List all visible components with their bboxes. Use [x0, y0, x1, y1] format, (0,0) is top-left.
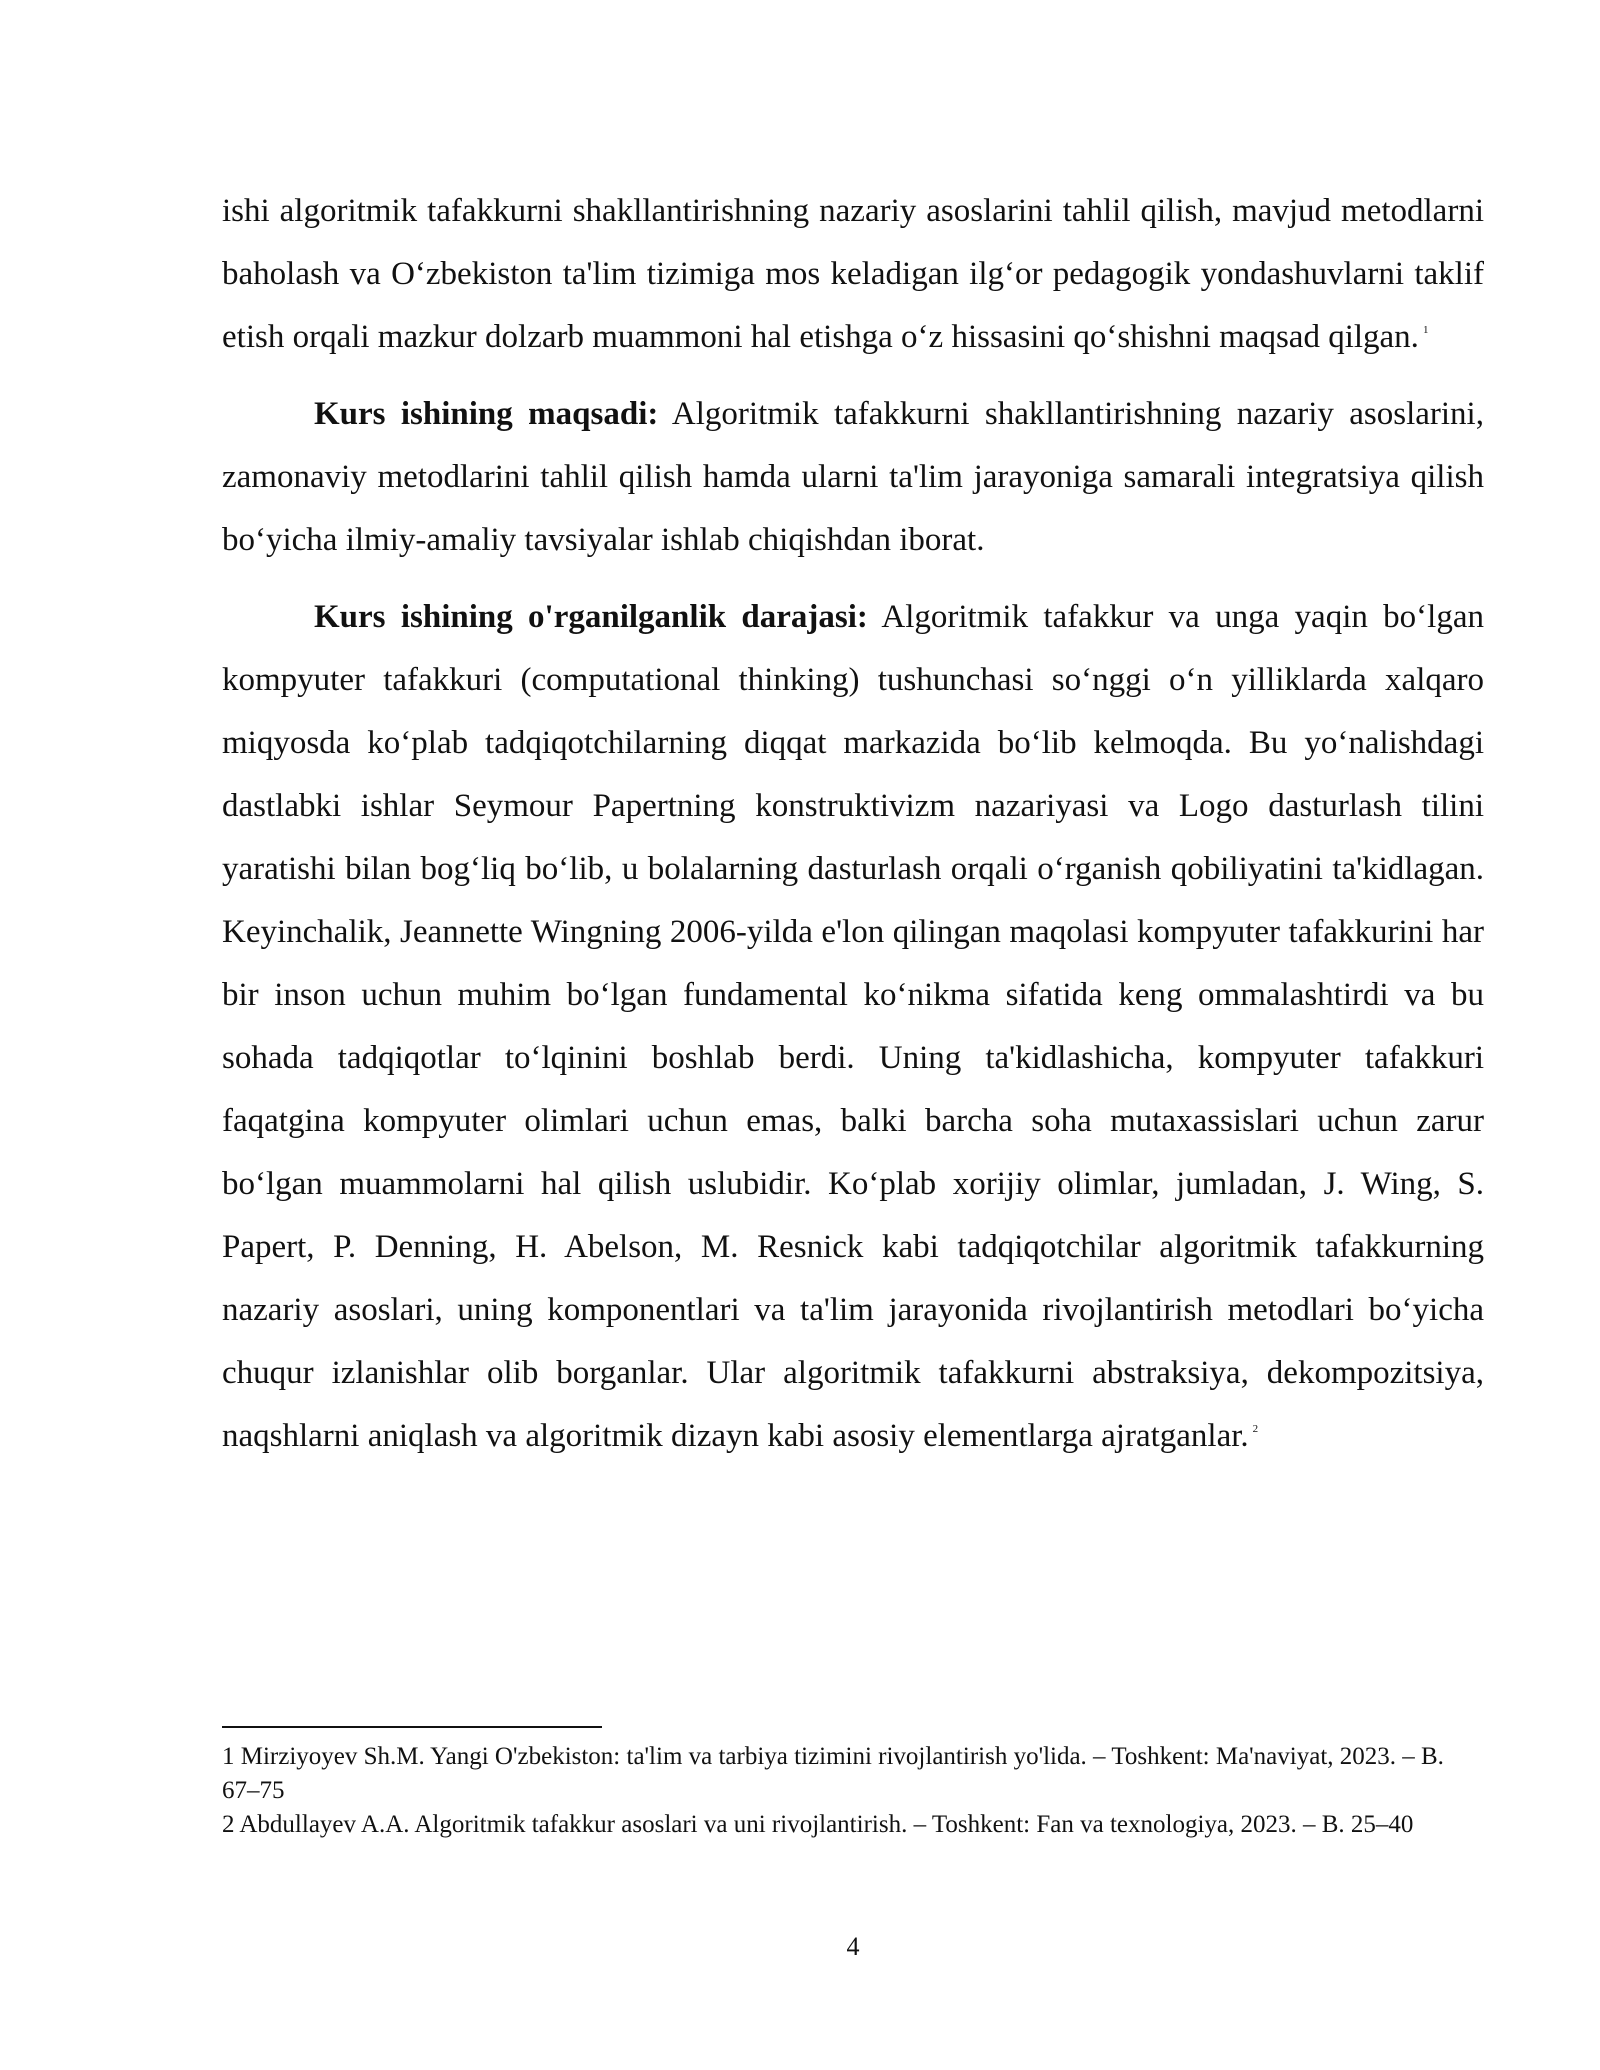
footnote-item: [222, 1740, 1484, 1808]
paragraph-continuation: [222, 180, 1484, 369]
body-text: [222, 180, 1484, 1468]
footnote-separator: [222, 1726, 602, 1728]
footnote-reference: 2: [1252, 1423, 1259, 1435]
footnote-reference: 1: [1422, 324, 1429, 336]
paragraph-study-level: [222, 586, 1484, 1468]
footnote-number: 1: [222, 1743, 235, 1770]
paragraph-goal: [222, 383, 1484, 572]
paragraph-text: ishi algoritmik tafakkurni shakllantirishning nazariy asoslarini tahlil qilish, mavjud metodlarni baholash va O‘zbekiston ta'lim tizimiga mos keladigan ilg‘or pedagogik yondashuvlarni taklif etish orqali mazkur dolzarb muammoni hal etishga o‘z hissasini qo‘shishni maqsad qilgan.: [222, 193, 1484, 355]
footnote-text: Abdullayev A.A. Algoritmik tafakkur asoslari va uni rivojlantirish. – Toshkent: Fan va texnologiya, 2023. – B. 25–40: [239, 1811, 1414, 1838]
paragraph-heading: Kurs ishining o'rganilganlik darajasi:: [314, 599, 868, 635]
paragraph-text: Algoritmik tafakkur va unga yaqin bo‘lgan kompyuter tafakkuri (computational thinking) tushunchasi so‘nggi o‘n yilliklarda xalqaro miqyosda ko‘plab tadqiqotchilarning diqqat markazida bo‘lib kelmoqda. Bu yo‘nalishdagi dastlabki ishlar Seymour Papertning konstruktivizm nazariyasi va Logo dasturlash tilini yaratishi bilan bog‘liq bo‘lib, u bolalarning dasturlash orqali o‘rganish qobiliyatini ta'kidlagan. Keyinchalik, Jeannette Wingning 2006-yilda e'lon qilingan maqolasi kompyuter tafakkurini har bir inson uchun muhim bo‘lgan fundamental ko‘nikma sifatida keng ommalashtirdi va bu sohada tadqiqotlar to‘lqinini boshlab berdi. Uning ta'kidlashicha, kompyuter tafakkuri faqatgina kompyuter olimlari uchun emas, balki barcha soha mutaxassislari uchun zarur bo‘lgan muammolarni hal qilish uslubidir. Ko‘plab xorijiy olimlar, jumladan, J. Wing, S. Papert, P. Denning, H. Abelson, M. Resnick kabi tadqiqotchilar algoritmik tafakkurning nazariy asoslari, uning komponentlari va ta'lim jarayonida rivojlantirish metodlari bo‘yicha chuqur izlanishlar olib borganlar. Ular algoritmik tafakkurni abstraksiya, dekompozitsiya, naqshlarni aniqlash va algoritmik dizayn kabi asosiy elementlarga ajratganlar.: [222, 599, 1484, 1454]
footnote-text: Mirziyoyev Sh.M. Yangi O'zbekiston: ta'lim va tarbiya tizimini rivojlantirish yo'lida. – Toshkent: Ma'naviyat, 2023. – B. 67–75: [222, 1743, 1444, 1804]
paragraph-heading: Kurs ishining maqsadi:: [314, 396, 659, 432]
paragraph-text: Algoritmik tafakkurni shakllantirishning nazariy asoslarini, zamonaviy metodlarini tahlil qilish hamda ularni ta'lim jarayoniga samarali integratsiya qilish bo‘yicha ilmiy-amaliy tavsiyalar ishlab chiqishdan iborat.: [222, 396, 1484, 558]
footnote-number: 2: [222, 1811, 235, 1838]
footnote-item: [222, 1808, 1484, 1842]
footnotes: [222, 1740, 1484, 1842]
page-number: 4: [846, 1932, 860, 1961]
